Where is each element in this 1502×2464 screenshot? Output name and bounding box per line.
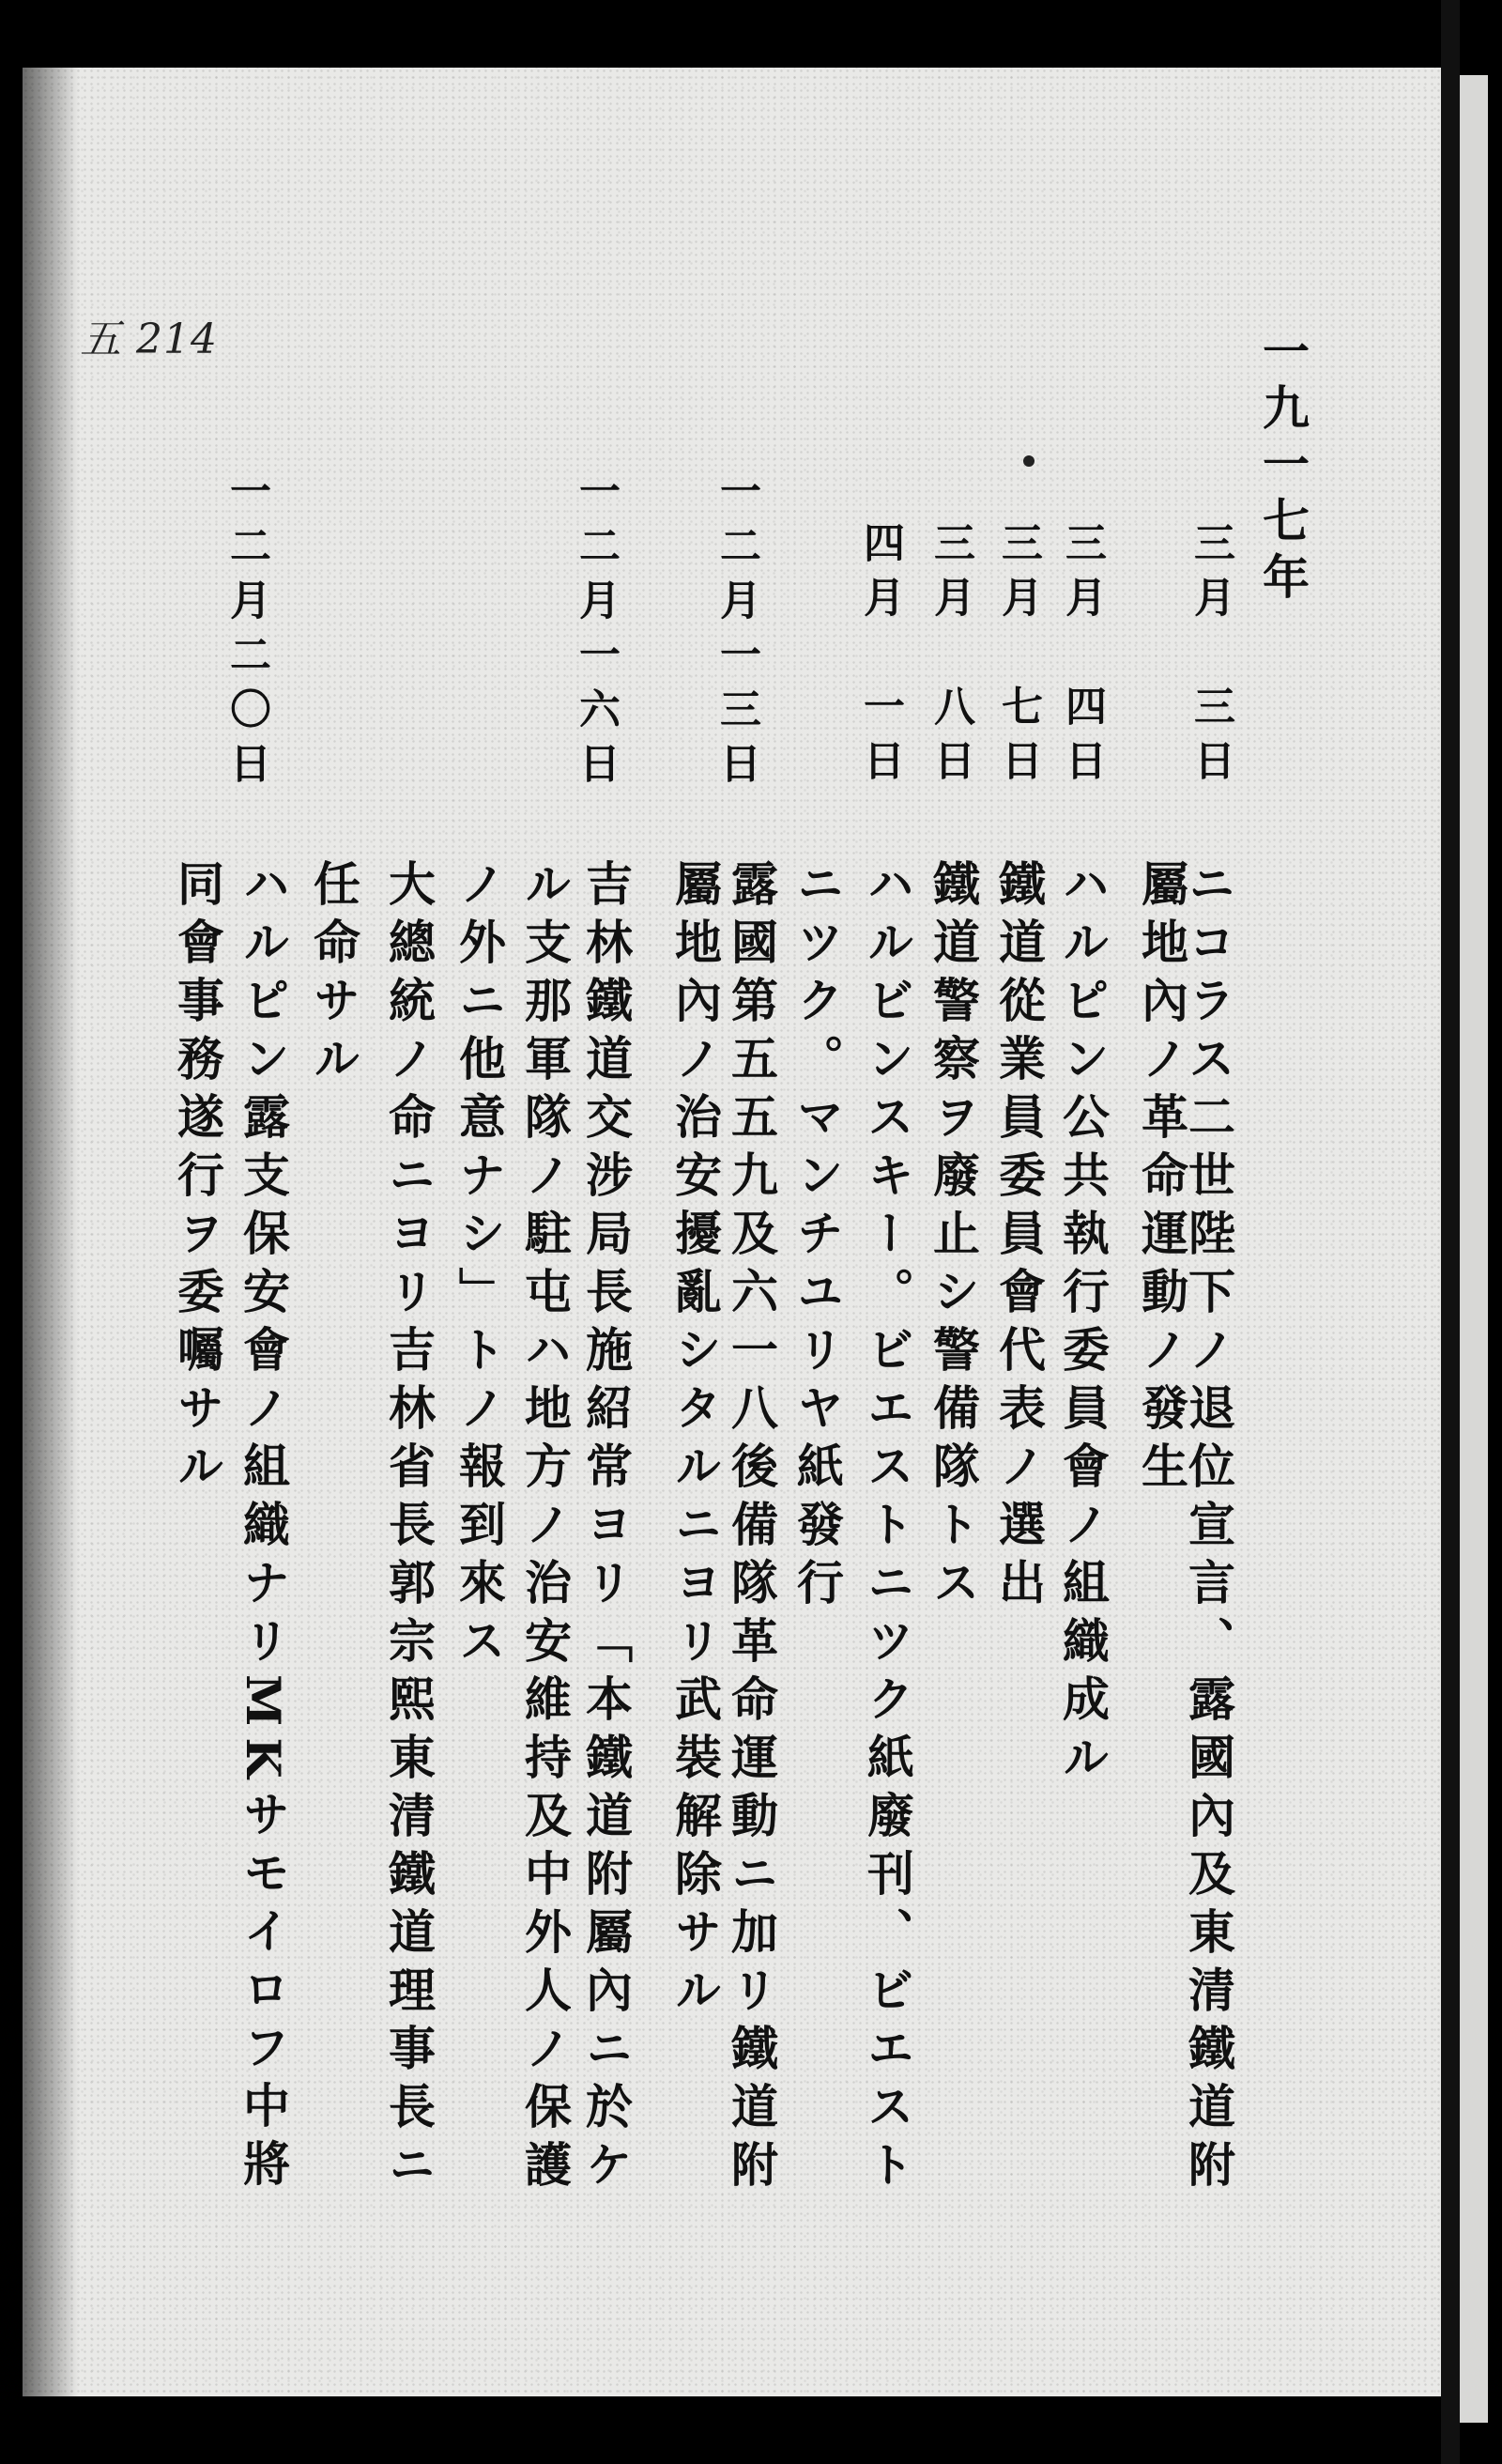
entry-text-line: 大總統ノ命ニヨリ吉林省長郭宗熙東清鐵道理事長ニ [381,859,437,2198]
mark-dot [1023,455,1035,467]
next-page-edge [1460,75,1488,2423]
entry-text-line: 同會事務遂行ヲ委囑サル [170,859,225,1500]
entry-date: 三月 八日 [927,521,974,793]
entry-date: 三月 三日 [1187,521,1234,793]
entry-text-line: ニツク。マンチユリヤ紙發行 [789,859,845,1616]
entry-text-line: 任命サル [306,859,361,1092]
entry-text-line: 吉林鐵道交涉局長施紹常ヨリ「本鐵道附屬內ニ於ケ [578,859,634,2198]
entry-text-line: ハルビンスキー。ビエストニツク紙廢刊、ビエスト [860,859,915,2198]
year-heading: 一九一七年 [1255,327,1310,608]
entry-text-line: ル支那軍隊ノ駐屯ハ地方ノ治安維持及中外人ノ保護 [517,859,573,2198]
entry-date: 一二月一三日 [713,470,760,796]
entry-date: 四月 一日 [856,521,904,793]
binding-shadow [23,68,79,2396]
entry-date: 一二月一六日 [572,470,620,796]
entry-text-line: 屬地內ノ革命運動ノ發生 [1134,859,1189,1500]
entry-date: 三月 四日 [1058,521,1106,793]
entry-text-line: ハルピン公共執行委員會ノ組織成ル [1055,859,1111,1791]
entry-date: 三月 七日 [994,521,1042,793]
entry-text-line: ノ外ニ他意ナシ」トノ報到來ス [452,859,507,1674]
archive-number: 五 214 [80,316,218,363]
entry-text-line: 鐵道從業員委員會代表ノ選出 [991,859,1047,1616]
entry-date: 一二月二〇日 [222,470,270,796]
entry-text-line: 鐵道警察ヲ廢止シ警備隊トス [926,859,981,1616]
entry-text-line: 露國第五五九及六一八後備隊革命運動ニ加リ鐵道附 [724,859,779,2198]
entry-text-line: ニコラス二世陛下ノ退位宣言、露國內及東清鐵道附 [1181,859,1236,2198]
page-edge-dark [1441,0,1460,2464]
entry-text-line: 屬地內ノ治安擾亂シタルニヨリ武裝解除サル [667,859,723,2024]
entry-text-line: ハルピン露支保安會ノ組織ナリMKサモイロフ中將 [236,859,291,2197]
